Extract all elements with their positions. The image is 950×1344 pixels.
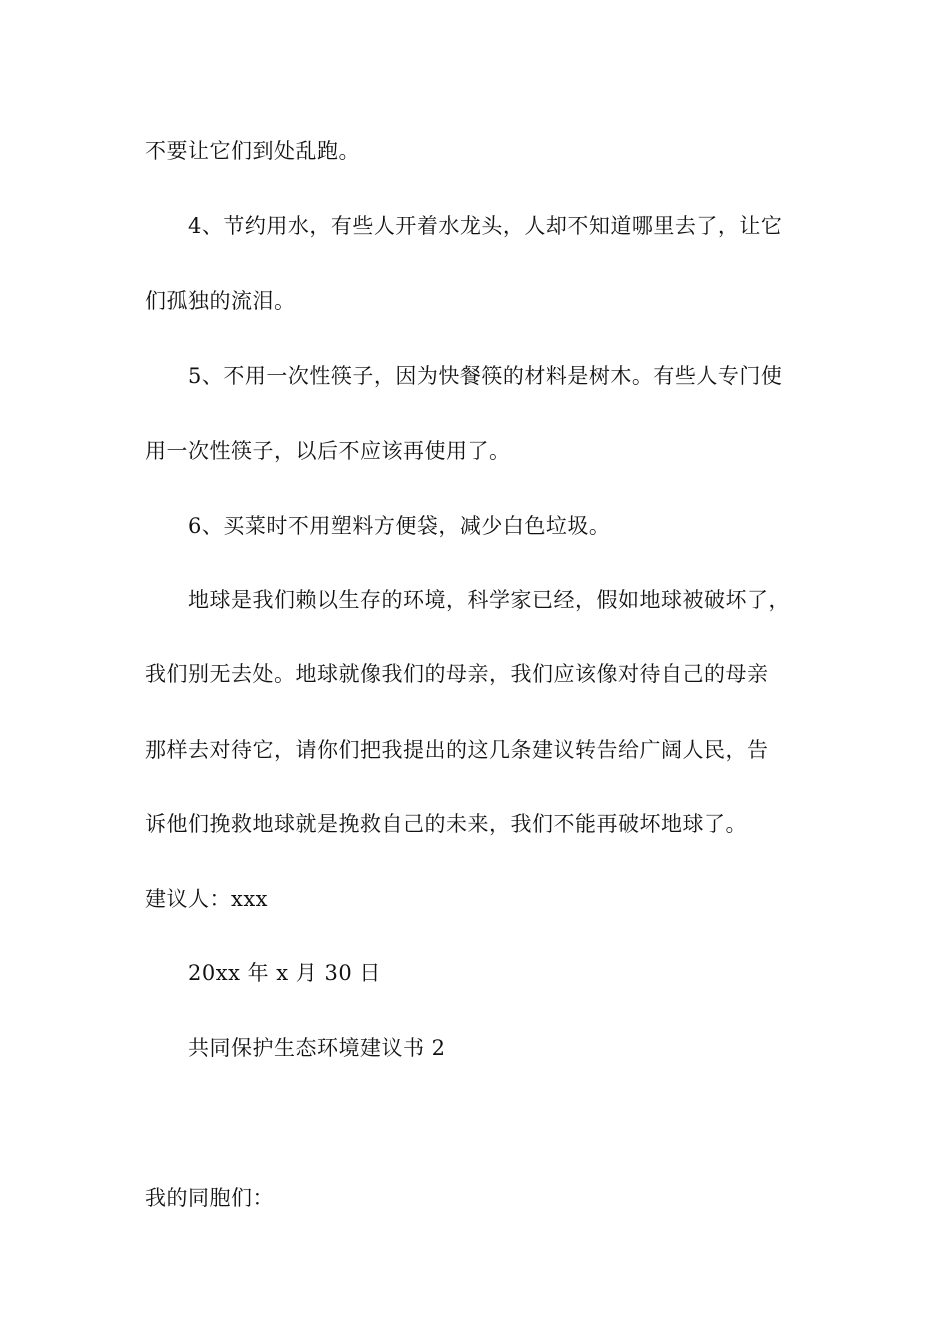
paragraph-line: 5、不用一次性筷子，因为快餐筷的材料是树木。有些人专门使 — [188, 364, 783, 388]
date-line: 20xx 年 x 月 30 日 — [188, 961, 381, 985]
paragraph-line: 不要让它们到处乱跑。 — [145, 139, 360, 163]
paragraph-line: 我们别无去处。地球就像我们的母亲，我们应该像对待自己的母亲 — [145, 662, 769, 686]
paragraph-line: 诉他们挽救地球就是挽救自己的未来，我们不能再破坏地球了。 — [145, 812, 747, 836]
paragraph-line: 那样去对待它，请你们把我提出的这几条建议转告给广阔人民，告 — [145, 738, 769, 762]
signature-line: 建议人：xxx — [145, 887, 269, 911]
paragraph-line: 地球是我们赖以生存的环境，科学家已经，假如地球被破坏了， — [188, 588, 790, 612]
paragraph-line: 4、节约用水，有些人开着水龙头，人却不知道哪里去了，让它 — [188, 214, 783, 238]
section-title: 共同保护生态环境建议书 2 — [188, 1036, 446, 1060]
paragraph-line: 用一次性筷子，以后不应该再使用了。 — [145, 439, 511, 463]
paragraph-line: 6、买菜时不用塑料方便袋，减少白色垃圾。 — [188, 514, 611, 538]
paragraph-line: 们孤独的流泪。 — [145, 289, 296, 313]
salutation-line: 我的同胞们： — [145, 1186, 274, 1210]
